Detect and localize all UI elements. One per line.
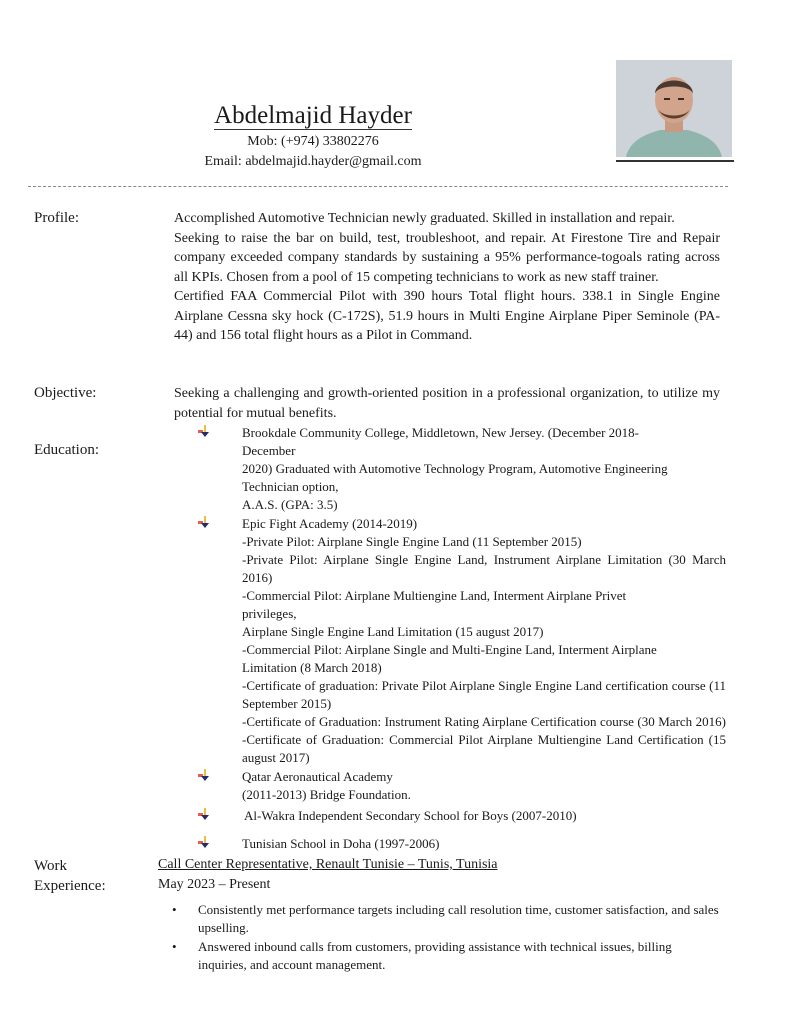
education-line: Al-Wakra Independent Secondary School for Boys (2007-2010) [244, 808, 577, 823]
arrow-down-bullet-icon [198, 425, 212, 439]
arrow-down-bullet-icon [198, 769, 212, 783]
objective-paragraph: Seeking a challenging and growth-oriented position in a professional organization, to utilize my potential for mutual benefits. [174, 386, 720, 421]
header-divider [28, 186, 728, 187]
email-address: Email: abdelmajid.hayder@gmail.com [204, 154, 422, 169]
job-responsibilities [172, 901, 722, 975]
education-item-qatar-aeronautical [198, 768, 726, 804]
education-line: privileges, [242, 606, 297, 621]
profile-photo [616, 60, 732, 157]
profile-paragraph: Accomplished Automotive Technician newly graduated. Skilled in installation and repair. [174, 211, 675, 226]
education-line: -Certificate of graduation: Private Pilot Airplane Single Engine Land certification course (11 September 2015) [242, 678, 726, 711]
education-line: Epic Fight Academy (2014-2019) [242, 516, 418, 531]
bullet-dot-icon: • [172, 939, 177, 954]
person-portrait-icon [616, 60, 732, 157]
arrow-down-bullet-icon [198, 836, 212, 850]
education-item-al-wakra [198, 807, 726, 825]
arrow-down-bullet-icon [198, 516, 212, 530]
education-line: -Certificate of Graduation: Instrument Rating Airplane Certification course (30 March 2016) -Certificate of Graduation: Commercial Pilot Airplane Multiengine Land Certification (15 august 2017) [242, 714, 726, 765]
education-item-epic-flight [198, 515, 726, 767]
education-line: Qatar Aeronautical Academy [242, 769, 393, 784]
education-item-tunisian-school [198, 835, 726, 853]
education-line: Brookdale Community College, Middletown, New Jersey. (December 2018- [242, 425, 640, 440]
responsibility-text: Answered inbound calls from customers, providing assistance with technical issues, billing inquiries, and account management. [198, 939, 672, 972]
job-title: Call Center Representative, Renault Tunisie – Tunis, Tunisia [158, 857, 498, 872]
education-list [198, 424, 726, 853]
education-line: Tunisian School in Doha (1997-2006) [242, 836, 440, 851]
section-label-profile: Profile: [34, 210, 79, 226]
profile-paragraph: Seeking to raise the bar on build, test, troubleshoot, and repair. At Firestone Tire and Repair company exceeded company standards by sustaining a 95% performance-togoals rating across all KPIs. Chosen from a pool of 15 competing technicians to work as new staff trainer. [174, 230, 720, 285]
section-label-objective: Objective: [34, 385, 97, 401]
job-dates: May 2023 – Present [158, 877, 271, 892]
profile-paragraph: Certified FAA Commercial Pilot with 390 hours Total flight hours. 338.1 in Single Engine Airplane Cessna sky hock (C-172S), 51.9 hours in Multi Engine Airplane Piper Seminole (PA-44) and 156 total flight hours as a Pilot in Command. [174, 289, 720, 343]
mobile-number: Mob: (+974) 33802276 [247, 134, 379, 149]
education-line: -Commercial Pilot: Airplane Single and Multi-Engine Land, Interment Airplane [242, 642, 657, 657]
objective-text [174, 384, 720, 423]
candidate-name: Abdelmajid Hayder [214, 102, 412, 129]
education-line: December [242, 443, 296, 458]
profile-text [174, 209, 720, 346]
education-line: Technician option, [242, 479, 339, 494]
education-line: 2020) Graduated with Automotive Technology Program, Automotive Engineering [242, 461, 668, 476]
responsibility-text: Consistently met performance targets including call resolution time, customer satisfaction, and sales upselling. [198, 902, 719, 935]
education-line: -Commercial Pilot: Airplane Multiengine Land, Interment Airplane Privet [242, 588, 627, 603]
education-line: A.A.S. (GPA: 3.5) [242, 497, 338, 512]
responsibility-item [172, 938, 722, 974]
section-label-work: Work [34, 858, 67, 874]
education-item-brookdale [198, 424, 726, 514]
education-line: -Private Pilot: Airplane Single Engine Land (11 September 2015) [242, 534, 582, 549]
bullet-dot-icon: • [172, 902, 177, 917]
arrow-down-bullet-icon [198, 808, 212, 822]
education-line: Limitation (8 March 2018) [242, 660, 382, 675]
education-line: Airplane Single Engine Land Limitation (15 august 2017) [242, 624, 544, 639]
section-label-experience: Experience: [34, 878, 106, 894]
education-line: (2011-2013) Bridge Foundation. [242, 787, 411, 802]
responsibility-item [172, 901, 722, 937]
section-label-education: Education: [34, 442, 99, 458]
education-line: -Private Pilot: Airplane Single Engine Land, Instrument Airplane Limitation (30 March 2016) [242, 552, 726, 585]
photo-underline [616, 160, 734, 162]
